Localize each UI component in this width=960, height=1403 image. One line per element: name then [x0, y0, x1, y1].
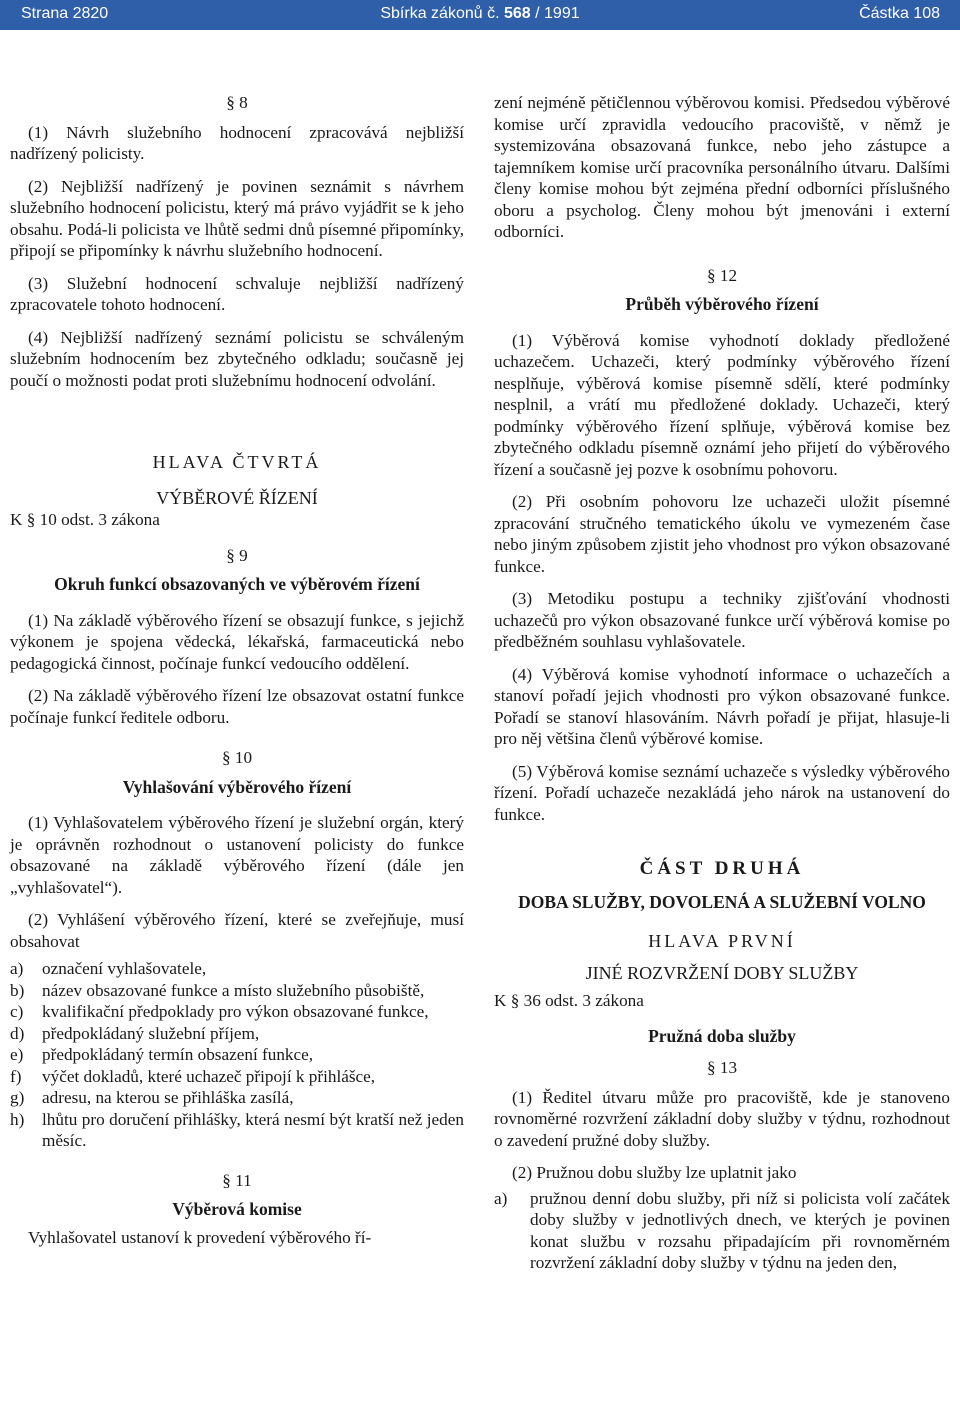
law-year: / 1991 — [535, 5, 580, 22]
list-text: výčet dokladů, které uchazeč připojí k přihlášce, — [42, 1066, 376, 1086]
section-12-heading: § 12 — [706, 265, 738, 285]
list-marker: g) — [10, 1088, 25, 1107]
hlava-4-subtitle: VÝBĚROVÉ ŘÍZENÍ — [156, 487, 318, 508]
section-12-paragraph-4: (4) Výběrová komise vyhodnotí informace o uchazečích a stanoví pořadí jejich vhodnosti pro výkon obsazované funkce. Pořadí se stanoví hlasováním. Návrh pořadí je přijat, hlasuje-li pro něj většina členů výběrové komise. — [494, 664, 950, 748]
section-13-paragraph-2: (2) Pružnou dobu služby lze uplatnit jako — [512, 1163, 797, 1182]
section-8-paragraph-3: (3) Služební hodnocení schvaluje nejbližší nadřízený zpracovatele tohoto hodnocení. — [10, 273, 464, 314]
list-item — [10, 1044, 464, 1066]
list-item — [10, 1066, 464, 1088]
part-two-title: ČÁST DRUHÁ — [639, 858, 805, 879]
list-text: adresu, na kterou se přihláška zasílá, — [42, 1088, 294, 1107]
section-13-heading: § 13 — [706, 1058, 738, 1077]
list-text: lhůtu pro doručení přihlášky, která nesmí být kratší než jeden měsíc. — [42, 1109, 464, 1150]
section-8-paragraph-1: (1) Návrh služebního hodnocení zpracovává nejbližší nadřízený policisty. — [10, 122, 464, 163]
law-number: 568 — [503, 5, 531, 22]
part-number: Částka 108 — [859, 5, 940, 22]
page-number: Strana 2820 — [21, 5, 109, 22]
section-12-paragraph-5: (5) Výběrová komise seznámí uchazeče s výsledky výběrového řízení. Pořadí uchazeče nezakládá jeho nárok na ustanovení do funkce. — [494, 761, 950, 824]
hlava-1-title: HLAVA PRVNÍ — [648, 931, 796, 951]
collection-title — [0, 5, 960, 23]
hlava-1-subtitle: JINÉ ROZVRŽENÍ DOBY SLUŽBY — [585, 962, 859, 983]
list-marker: a) — [494, 1188, 508, 1208]
section-11-paragraph-1: Vyhlašovatel ustanoví k provedení výběrového ří- — [28, 1227, 372, 1247]
list-marker: h) — [10, 1109, 25, 1129]
list-marker: e) — [10, 1045, 24, 1064]
section-12-paragraph-2: (2) Při osobním pohovoru lze uchazeči uložit písemné zpracování stručného tematického úkolu ve vymezeném čase nebo jiným způsobem zjistit jeho vhodnost pro výkon obsazované funkce. — [494, 492, 950, 576]
section-9-paragraph-2: (2) Na základě výběrového řízení lze obsazovat ostatní funkce počínaje funkcí ředitele odboru. — [10, 686, 464, 727]
section-10-paragraph-1: (1) Vyhlašovatelem výběrového řízení je služební orgán, který je oprávněn rozhodnout o ustanovení policisty do funkce obsazované na základě výběrového řízení (dále jen „vyhlašovatel“). — [10, 813, 464, 897]
section-11-title: Výběrová komise — [172, 1199, 302, 1219]
list-item — [10, 1109, 464, 1152]
part-two-subtitle: DOBA SLUŽBY, DOVOLENÁ A SLUŽEBNÍ VOLNO — [518, 891, 926, 912]
section-9-title: Okruh funkcí obsazovaných ve výběrovém řízení — [54, 574, 420, 594]
section-8-heading: § 8 — [226, 93, 248, 112]
list-marker: f) — [10, 1066, 22, 1086]
section-11-continuation: zení nejméně pětičlennou výběrovou komisi. Předsedou výběrové komise určí zpravidla vedoucího pracoviště, v němž je systemizována obsazovaná funkce, nebo jeho zástupce a tajemníkem komise určí pracovníka personálního útvaru. Dalšími členy komise mohou být zejména přední odborníci příslušného oboru a psycholog. Členy mohou být jmenováni i externí odborníci. — [494, 93, 950, 241]
list-item — [10, 958, 464, 980]
list-item — [10, 980, 464, 1002]
section-13-list — [494, 1188, 950, 1274]
collection-prefix: Sbírka zákonů č. — [380, 5, 500, 22]
hlava-4-title: HLAVA ČTVRTÁ — [152, 452, 322, 472]
list-item — [10, 1001, 464, 1023]
section-9-paragraph-1: (1) Na základě výběrového řízení se obsazují funkce, s jejichž výkonem je spojena vědecká, lékařská, farmaceutická nebo pedagogická činnost, počínaje funkcí vedoucího oddělení. — [10, 610, 464, 673]
list-text: název obsazované funkce a místo služebního působiště, — [42, 980, 425, 1000]
list-marker: d) — [10, 1023, 25, 1043]
list-text: označení vyhlašovatele, — [42, 959, 207, 978]
section-10-paragraph-2: (2) Vyhlášení výběrového řízení, které se zveřejňuje, musí obsahovat — [10, 910, 464, 951]
section-11-heading: § 11 — [222, 1170, 252, 1190]
section-12-paragraph-3: (3) Metodiku postupu a techniky zjišťování vhodnosti uchazečů pro výkon obsazované funkce určí výběrová komise po předběžném souhlasu vyhlašovatele. — [494, 589, 950, 651]
section-13-paragraph-1: (1) Ředitel útvaru může pro pracoviště, kde je stanoveno rovnoměrné rozvržení základní doby služby v týdnu, rozhodnout o zavedení pružné doby služby. — [494, 1087, 950, 1150]
list-text: předpokládaný služební příjem, — [42, 1023, 260, 1043]
list-text: předpokládaný termín obsazení funkce, — [42, 1045, 314, 1064]
left-column — [10, 92, 464, 1259]
list-item — [10, 1023, 464, 1045]
right-column — [494, 92, 950, 1282]
section-12-title: Průběh výběrového řízení — [625, 294, 819, 314]
section-10-heading: § 10 — [221, 748, 253, 767]
list-text: pružnou denní dobu služby, při níž si policista volí začátek doby služby v jednotlivých dnech, ve kterých je povinen konat službu v rozsahu připadajícím při rovnoměrném rozvržení základní doby služby v týdnu na jeden den, — [530, 1188, 950, 1272]
hlava-4-reference: K § 10 odst. 3 zákona — [10, 510, 160, 529]
section-13-title: Pružná doba služby — [648, 1025, 796, 1046]
page-header — [0, 0, 960, 30]
list-text: kvalifikační předpoklady pro výkon obsazované funkce, — [42, 1002, 429, 1021]
list-marker: c) — [10, 1002, 24, 1021]
list-item — [494, 1188, 950, 1274]
section-12-paragraph-1: (1) Výběrová komise vyhodnotí doklady předložené uchazečem. Uchazeči, který podmínky výběrového řízení nesplňuje, výběrová komise písemně sdělí, které podmínky nesplnil, a vrátí mu předložené doklady. Uchazeči, který podmínky výběrového řízení splňuje, výběrová komise bez zbytečného odkladu písemně oznámí jeho přijetí do výběrového řízení a současně jej pozve k osobnímu pohovoru. — [494, 330, 950, 479]
section-8-paragraph-4: (4) Nejbližší nadřízený seznámí policistu se schváleným služebním hodnocením bez zbytečného odkladu; současně jej poučí o možnosti podat proti služebnímu hodnocení odvolání. — [10, 327, 464, 390]
list-marker: b) — [10, 980, 25, 1000]
section-9-heading: § 9 — [226, 545, 248, 565]
section-10-title: Vyhlašování výběrového řízení — [122, 776, 352, 797]
list-item — [10, 1087, 464, 1109]
section-8-paragraph-2: (2) Nejbližší nadřízený je povinen seznámit s návrhem služebního hodnocení policistu, který má právo vyjádřit se k jeho obsahu. Podá-li policista ve lhůtě sedmi dnů písemné připomínky, připojí se připomínky k návrhu služebního hodnocení. — [10, 176, 464, 260]
list-marker: a) — [10, 959, 24, 978]
hlava-1-reference: K § 36 odst. 3 zákona — [494, 991, 644, 1010]
section-10-list — [10, 958, 464, 1152]
